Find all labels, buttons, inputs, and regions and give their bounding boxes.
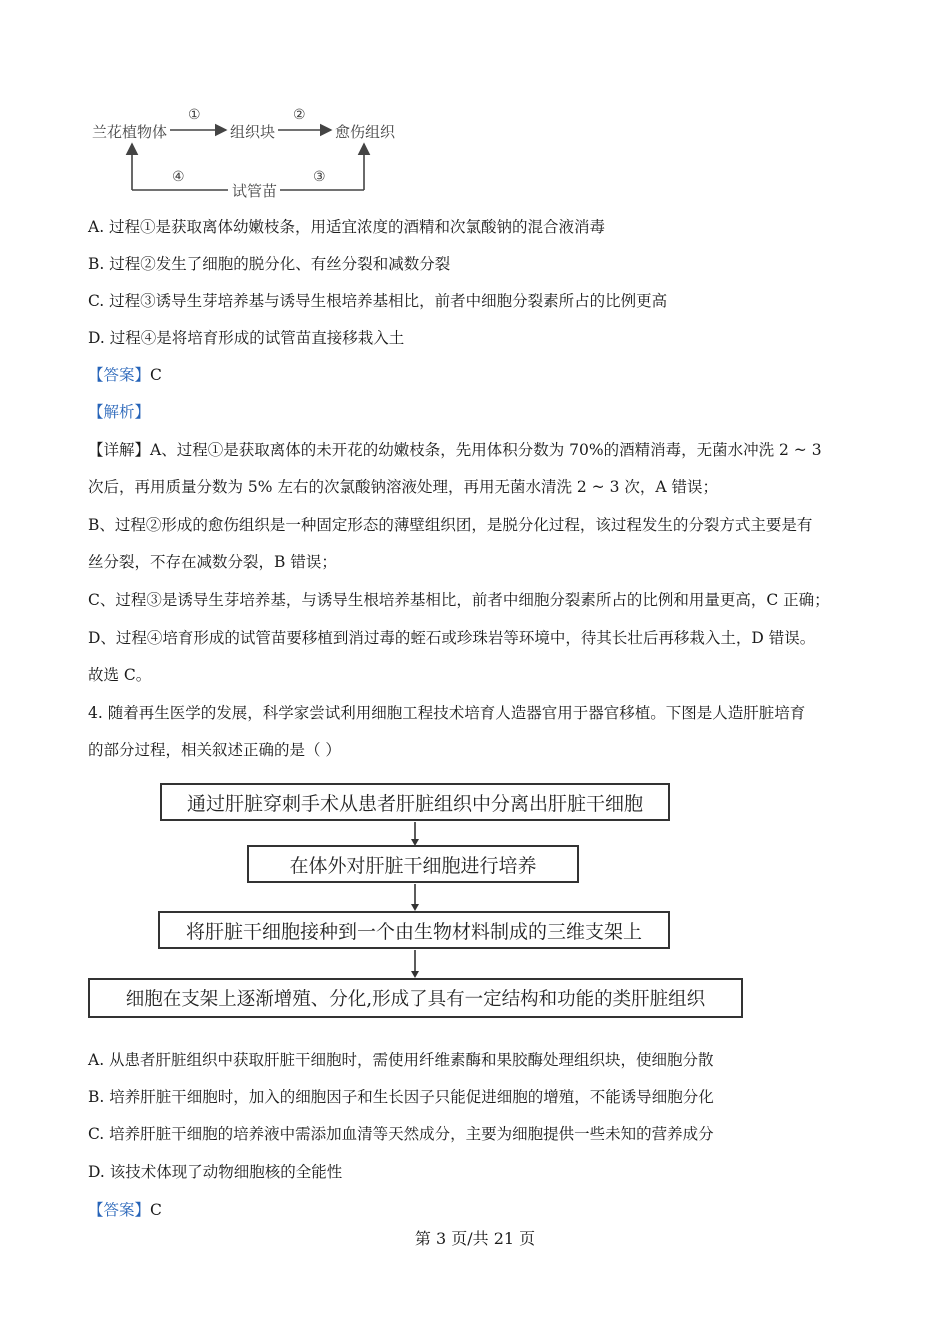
step-label-1: ① bbox=[188, 107, 201, 123]
answer-label: 【答案】 bbox=[88, 1201, 151, 1219]
q3-option-a: A. 过程①是获取离体幼嫩枝条，用适宜浓度的酒精和次氯酸钠的混合液消毒 bbox=[88, 218, 606, 236]
q3-detail-line: B、过程②形成的愈伤组织是一种固定形态的薄壁组织团，是脱分化过程，该过程发生的分裂方式主要是有 bbox=[88, 516, 813, 534]
q3-detail-line: D、过程④培育形成的试管苗要移植到消过毒的蛭石或珍珠岩等环境中，待其长壮后再移栽入土，D 错误。 bbox=[88, 629, 816, 647]
q3-option-c: C. 过程③诱导生芽培养基与诱导生根培养基相比，前者中细胞分裂素所占的比例更高 bbox=[88, 292, 668, 310]
flow-step-3-text: 将肝脏干细胞接种到一个由生物材料制成的三维支架上 bbox=[185, 920, 642, 943]
answer-value: C bbox=[150, 366, 162, 384]
detail-label: 【详解】 bbox=[88, 441, 151, 459]
flow-arrows bbox=[400, 820, 430, 980]
node-orchid-plant: 兰花植物体 bbox=[92, 123, 168, 141]
q3-detail-line: 次后，再用质量分数为 5% 左右的次氯酸钠溶液处理，再用无菌水清洗 2 ~ 3 次，A 错误； bbox=[88, 478, 718, 496]
q3-answer bbox=[88, 365, 162, 385]
flow-step-4-text: 细胞在支架上逐渐增殖、分化,形成了具有一定结构和功能的类肝脏组织 bbox=[125, 989, 706, 1010]
q3-detail-line: 丝分裂，不存在减数分裂，B 错误； bbox=[88, 553, 337, 571]
answer-value: C bbox=[150, 1201, 162, 1219]
q4-option-a: A. 从患者肝脏组织中获取肝脏干细胞时，需使用纤维素酶和果胶酶处理组织块，使细胞分散 bbox=[88, 1051, 714, 1069]
q3-detail-line: C、过程③是诱导生芽培养基，与诱导生根培养基相比，前者中细胞分裂素所占的比例和用量更高，C 正确； bbox=[88, 591, 830, 609]
flow-step-2-text: 在体外对肝脏干细胞进行培养 bbox=[289, 854, 537, 877]
q3-conclusion: 故选 C。 bbox=[88, 666, 152, 684]
q4-answer bbox=[88, 1200, 162, 1220]
flow-step-1-text: 通过肝脏穿刺手术从患者肝脏组织中分离出肝脏干细胞 bbox=[186, 792, 643, 815]
step-label-4: ④ bbox=[172, 169, 185, 185]
flow-step-4 bbox=[88, 978, 743, 1018]
node-callus: 愈伤组织 bbox=[335, 123, 396, 141]
q4-option-d: D. 该技术体现了动物细胞核的全能性 bbox=[88, 1163, 343, 1181]
q4-stem: 4. 随着再生医学的发展，科学家尝试利用细胞工程技术培育人造器官用于器官移植。下图是人造肝脏培育 bbox=[88, 704, 806, 722]
detail-text: A、过程①是获取离体的未开花的幼嫩枝条，先用体积分数为 70%的酒精消毒，无菌水冲洗 2 ~ 3 bbox=[150, 441, 822, 459]
answer-label: 【答案】 bbox=[88, 366, 151, 384]
step-label-3: ③ bbox=[313, 169, 326, 185]
step-label-2: ② bbox=[293, 107, 306, 123]
q4-option-c: C. 培养肝脏干细胞的培养液中需添加血清等天然成分，主要为细胞提供一些未知的营养成分 bbox=[88, 1125, 714, 1143]
node-tissue-block: 组织块 bbox=[230, 123, 276, 141]
q3-option-b: B. 过程②发生了细胞的脱分化、有丝分裂和减数分裂 bbox=[88, 255, 451, 273]
diagram-arrows bbox=[0, 0, 420, 210]
q3-detail-line bbox=[88, 440, 822, 460]
page-number: 第 3 页/共 21 页 bbox=[414, 1229, 536, 1248]
q3-analysis-label: 【解析】 bbox=[88, 403, 151, 421]
q4-stem: 的部分过程，相关叙述正确的是（ ） bbox=[88, 741, 341, 759]
flow-step-1 bbox=[160, 783, 670, 821]
q4-option-b: B. 培养肝脏干细胞时，加入的细胞因子和生长因子只能促进细胞的增殖，不能诱导细胞分化 bbox=[88, 1088, 714, 1106]
node-test-tube-seedling: 试管苗 bbox=[232, 182, 278, 200]
q3-option-d: D. 过程④是将培育形成的试管苗直接移栽入土 bbox=[88, 329, 405, 347]
